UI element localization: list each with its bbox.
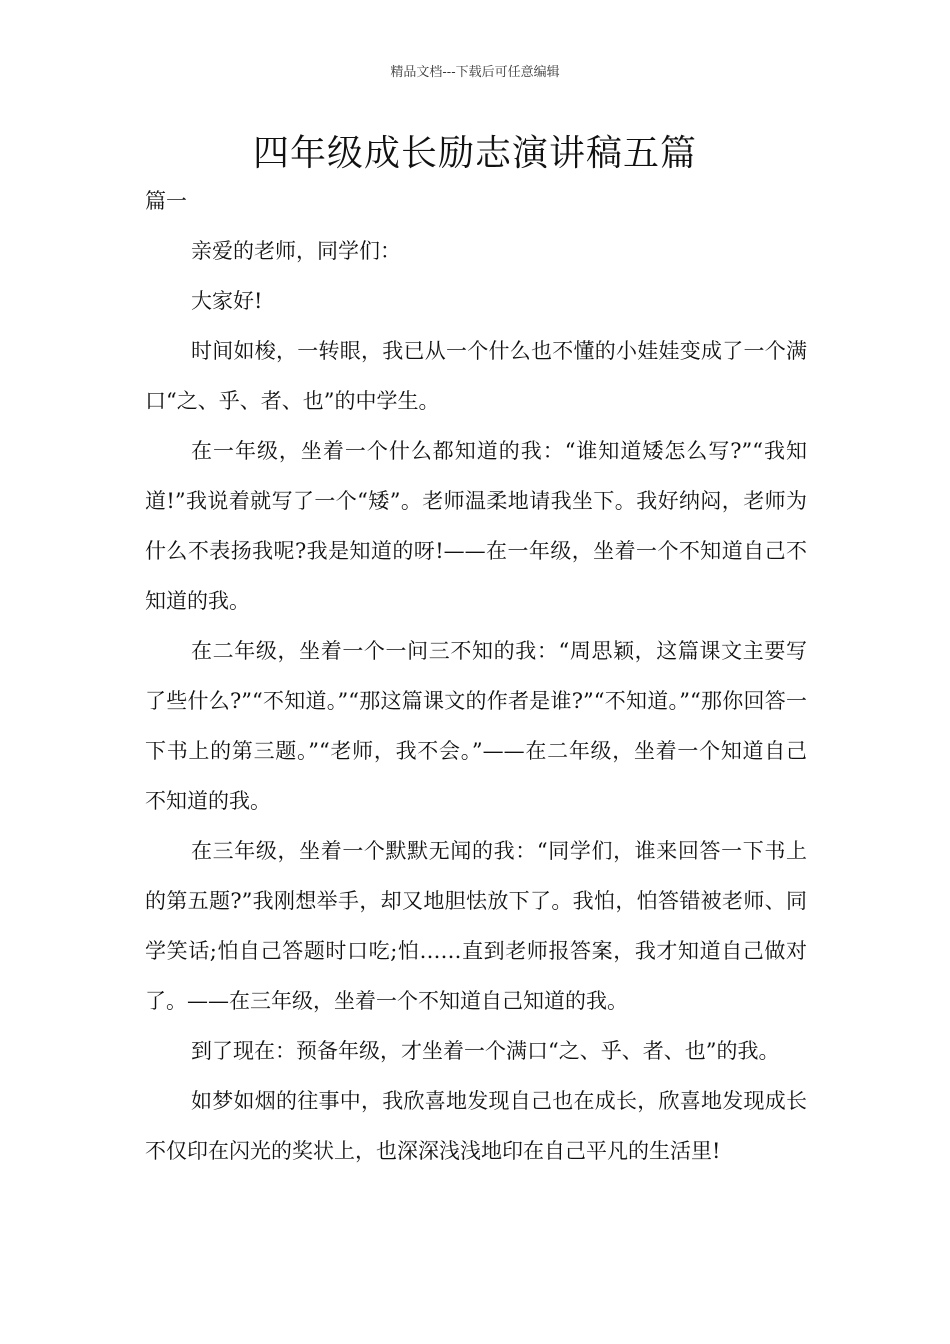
paragraph-grade-two: 在二年级，坐着一个一问三不知的我：“周思颖，这篇课文主要写了些什么?”“不知道。”“那这篇课文的作者是谁?”“不知道。”“那你回答一下书上的第三题。”“老师，我不会。”——在二年级，坐着一个知道自己不知道的我。	[145, 639, 807, 813]
header-note: 精品文档---下载后可任意编辑	[390, 65, 560, 80]
paragraph-grade-three: 在三年级，坐着一个默默无闻的我：“同学们，谁来回答一下书上的第五题?”我刚想举手，却又地胆怯放下了。我怕，怕答错被老师、同学笑话;怕自己答题时口吃;怕……直到老师报答案，我才知道自己做对了。——在三年级，坐着一个不知道自己知道的我。	[145, 839, 807, 1013]
paragraph-hello: 大家好!	[191, 289, 263, 313]
document-title: 四年级成长励志演讲稿五篇	[252, 133, 697, 174]
paragraph-now: 到了现在：预备年级，才坐着一个满口“之、乎、者、也”的我。	[191, 1039, 780, 1063]
section-label: 篇一	[145, 189, 187, 213]
paragraph-time: 时间如梭，一转眼，我已从一个什么也不懂的小娃娃变成了一个满口“之、乎、者、也”的中学生。	[145, 339, 807, 413]
paragraph-grade-one: 在一年级，坐着一个什么都知道的我：“谁知道矮怎么写?”“我知道!”我说着就写了一个“矮”。老师温柔地请我坐下。我好纳闷，老师为什么不表扬我呢?我是知道的呀!——在一年级，坐着一个不知道自己不知道的我。	[145, 439, 807, 613]
paragraph-reflection: 如梦如烟的往事中，我欣喜地发现自己也在成长，欣喜地发现成长不仅印在闪光的奖状上，也深深浅浅地印在自己平凡的生活里!	[145, 1089, 807, 1163]
paragraph-greeting: 亲爱的老师，同学们：	[191, 239, 401, 263]
document-body	[145, 226, 807, 1176]
